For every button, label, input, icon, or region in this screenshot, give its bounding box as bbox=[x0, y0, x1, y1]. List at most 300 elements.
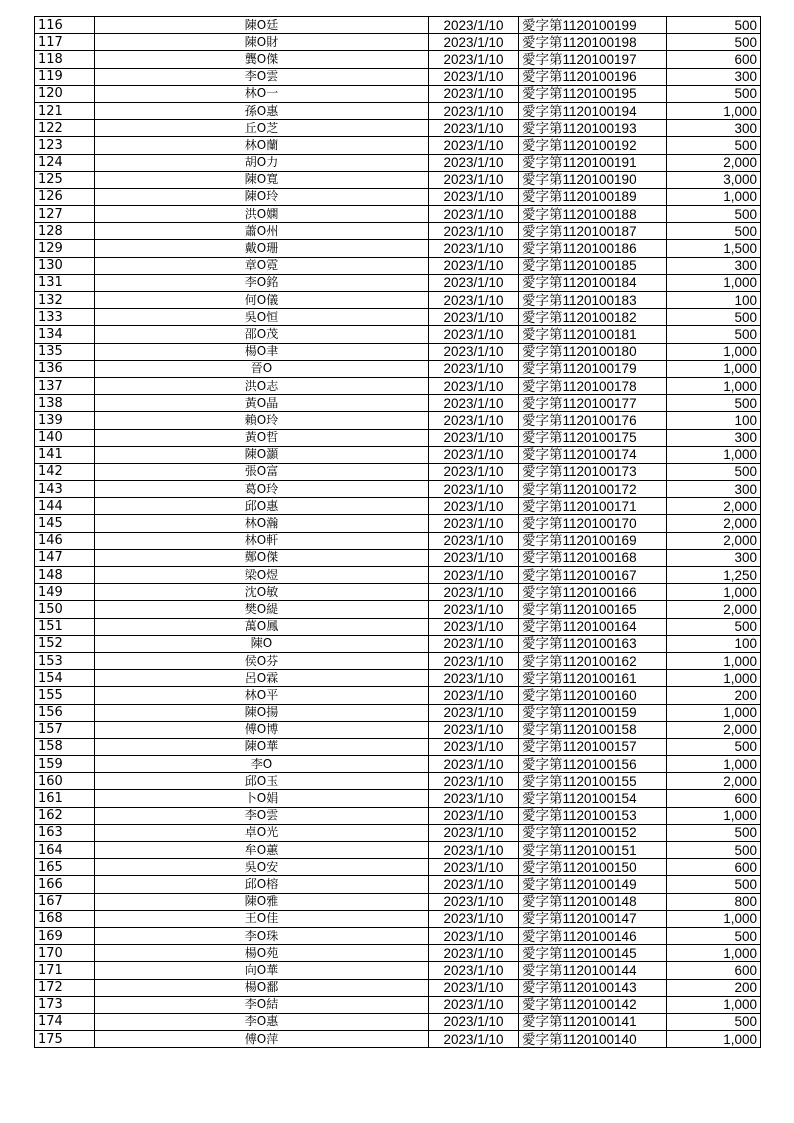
donor-name-cell: 洪O志 bbox=[95, 377, 429, 394]
receipt-number-cell: 愛字第1120100165 bbox=[519, 601, 667, 618]
donor-name-cell: 牟O蕙 bbox=[95, 842, 429, 859]
receipt-number-cell: 愛字第1120100186 bbox=[519, 240, 667, 257]
donor-name-cell: 沈O敏 bbox=[95, 584, 429, 601]
table-row bbox=[35, 652, 761, 669]
donor-name-cell: 孫O惠 bbox=[95, 102, 429, 119]
date-cell: 2023/1/10 bbox=[429, 120, 519, 137]
amount-cell: 1,000 bbox=[667, 1031, 761, 1048]
table-row bbox=[35, 51, 761, 68]
amount-cell: 600 bbox=[667, 859, 761, 876]
receipt-number-cell: 愛字第1120100158 bbox=[519, 721, 667, 738]
receipt-number-cell: 愛字第1120100190 bbox=[519, 171, 667, 188]
row-number-cell: 144 bbox=[35, 498, 95, 515]
amount-cell: 300 bbox=[667, 257, 761, 274]
row-number-cell: 132 bbox=[35, 292, 95, 309]
table-row bbox=[35, 756, 761, 773]
donation-table-body bbox=[35, 17, 761, 1048]
receipt-number-cell: 愛字第1120100191 bbox=[519, 154, 667, 171]
donor-name-cell: 傅O萍 bbox=[95, 1031, 429, 1048]
row-number-cell: 128 bbox=[35, 223, 95, 240]
date-cell: 2023/1/10 bbox=[429, 34, 519, 51]
amount-cell: 1,000 bbox=[667, 343, 761, 360]
table-row bbox=[35, 154, 761, 171]
receipt-number-cell: 愛字第1120100197 bbox=[519, 51, 667, 68]
row-number-cell: 121 bbox=[35, 102, 95, 119]
donor-name-cell: 陳O灝 bbox=[95, 446, 429, 463]
donor-name-cell: 戴O珊 bbox=[95, 240, 429, 257]
row-number-cell: 122 bbox=[35, 120, 95, 137]
table-row bbox=[35, 893, 761, 910]
date-cell: 2023/1/10 bbox=[429, 498, 519, 515]
date-cell: 2023/1/10 bbox=[429, 549, 519, 566]
donor-name-cell: 李O惠 bbox=[95, 1013, 429, 1030]
table-row bbox=[35, 395, 761, 412]
amount-cell: 2,000 bbox=[667, 515, 761, 532]
amount-cell: 500 bbox=[667, 395, 761, 412]
amount-cell: 3,000 bbox=[667, 171, 761, 188]
row-number-cell: 129 bbox=[35, 240, 95, 257]
donor-name-cell: 陳O寬 bbox=[95, 171, 429, 188]
date-cell: 2023/1/10 bbox=[429, 446, 519, 463]
row-number-cell: 119 bbox=[35, 68, 95, 85]
date-cell: 2023/1/10 bbox=[429, 309, 519, 326]
date-cell: 2023/1/10 bbox=[429, 395, 519, 412]
date-cell: 2023/1/10 bbox=[429, 962, 519, 979]
amount-cell: 500 bbox=[667, 842, 761, 859]
donor-name-cell: 李O珠 bbox=[95, 927, 429, 944]
date-cell: 2023/1/10 bbox=[429, 240, 519, 257]
donor-name-cell: 楊O苑 bbox=[95, 945, 429, 962]
receipt-number-cell: 愛字第1120100144 bbox=[519, 962, 667, 979]
amount-cell: 1,000 bbox=[667, 756, 761, 773]
row-number-cell: 143 bbox=[35, 481, 95, 498]
table-row bbox=[35, 223, 761, 240]
donor-name-cell: 李O雲 bbox=[95, 68, 429, 85]
receipt-number-cell: 愛字第1120100147 bbox=[519, 910, 667, 927]
amount-cell: 100 bbox=[667, 412, 761, 429]
row-number-cell: 118 bbox=[35, 51, 95, 68]
date-cell: 2023/1/10 bbox=[429, 326, 519, 343]
receipt-number-cell: 愛字第1120100174 bbox=[519, 446, 667, 463]
amount-cell: 200 bbox=[667, 979, 761, 996]
receipt-number-cell: 愛字第1120100171 bbox=[519, 498, 667, 515]
date-cell: 2023/1/10 bbox=[429, 859, 519, 876]
receipt-number-cell: 愛字第1120100168 bbox=[519, 549, 667, 566]
donor-name-cell: 林O平 bbox=[95, 687, 429, 704]
amount-cell: 100 bbox=[667, 292, 761, 309]
date-cell: 2023/1/10 bbox=[429, 945, 519, 962]
date-cell: 2023/1/10 bbox=[429, 652, 519, 669]
receipt-number-cell: 愛字第1120100156 bbox=[519, 756, 667, 773]
amount-cell: 300 bbox=[667, 68, 761, 85]
amount-cell: 500 bbox=[667, 223, 761, 240]
receipt-number-cell: 愛字第1120100196 bbox=[519, 68, 667, 85]
date-cell: 2023/1/10 bbox=[429, 463, 519, 480]
table-row bbox=[35, 549, 761, 566]
date-cell: 2023/1/10 bbox=[429, 1031, 519, 1048]
row-number-cell: 165 bbox=[35, 859, 95, 876]
donor-name-cell: 葛O玲 bbox=[95, 481, 429, 498]
receipt-number-cell: 愛字第1120100194 bbox=[519, 102, 667, 119]
table-row bbox=[35, 824, 761, 841]
row-number-cell: 126 bbox=[35, 188, 95, 205]
amount-cell: 500 bbox=[667, 738, 761, 755]
amount-cell: 300 bbox=[667, 549, 761, 566]
row-number-cell: 153 bbox=[35, 652, 95, 669]
donor-name-cell: 向O華 bbox=[95, 962, 429, 979]
donor-name-cell: 黃O哲 bbox=[95, 429, 429, 446]
amount-cell: 600 bbox=[667, 962, 761, 979]
amount-cell: 500 bbox=[667, 206, 761, 223]
row-number-cell: 139 bbox=[35, 412, 95, 429]
date-cell: 2023/1/10 bbox=[429, 738, 519, 755]
table-row bbox=[35, 360, 761, 377]
donor-name-cell: 丘O芝 bbox=[95, 120, 429, 137]
row-number-cell: 158 bbox=[35, 738, 95, 755]
row-number-cell: 120 bbox=[35, 85, 95, 102]
table-row bbox=[35, 1013, 761, 1030]
table-row bbox=[35, 377, 761, 394]
row-number-cell: 152 bbox=[35, 635, 95, 652]
table-row bbox=[35, 481, 761, 498]
receipt-number-cell: 愛字第1120100166 bbox=[519, 584, 667, 601]
amount-cell: 300 bbox=[667, 120, 761, 137]
receipt-number-cell: 愛字第1120100184 bbox=[519, 274, 667, 291]
donor-name-cell: 陳O bbox=[95, 635, 429, 652]
row-number-cell: 161 bbox=[35, 790, 95, 807]
row-number-cell: 157 bbox=[35, 721, 95, 738]
row-number-cell: 171 bbox=[35, 962, 95, 979]
donor-name-cell: 黃O晶 bbox=[95, 395, 429, 412]
table-row bbox=[35, 463, 761, 480]
table-row bbox=[35, 309, 761, 326]
receipt-number-cell: 愛字第1120100155 bbox=[519, 773, 667, 790]
table-row bbox=[35, 412, 761, 429]
receipt-number-cell: 愛字第1120100161 bbox=[519, 670, 667, 687]
table-row bbox=[35, 773, 761, 790]
date-cell: 2023/1/10 bbox=[429, 1013, 519, 1030]
date-cell: 2023/1/10 bbox=[429, 567, 519, 584]
receipt-number-cell: 愛字第1120100177 bbox=[519, 395, 667, 412]
row-number-cell: 123 bbox=[35, 137, 95, 154]
receipt-number-cell: 愛字第1120100142 bbox=[519, 996, 667, 1013]
row-number-cell: 135 bbox=[35, 343, 95, 360]
row-number-cell: 134 bbox=[35, 326, 95, 343]
row-number-cell: 141 bbox=[35, 446, 95, 463]
receipt-number-cell: 愛字第1120100185 bbox=[519, 257, 667, 274]
date-cell: 2023/1/10 bbox=[429, 721, 519, 738]
amount-cell: 500 bbox=[667, 326, 761, 343]
date-cell: 2023/1/10 bbox=[429, 102, 519, 119]
donor-name-cell: 陳O廷 bbox=[95, 17, 429, 34]
row-number-cell: 164 bbox=[35, 842, 95, 859]
row-number-cell: 172 bbox=[35, 979, 95, 996]
donor-name-cell: 龔O傑 bbox=[95, 51, 429, 68]
date-cell: 2023/1/10 bbox=[429, 996, 519, 1013]
amount-cell: 1,000 bbox=[667, 945, 761, 962]
amount-cell: 1,000 bbox=[667, 377, 761, 394]
date-cell: 2023/1/10 bbox=[429, 876, 519, 893]
row-number-cell: 145 bbox=[35, 515, 95, 532]
amount-cell: 1,000 bbox=[667, 274, 761, 291]
donor-name-cell: 楊O聿 bbox=[95, 343, 429, 360]
receipt-number-cell: 愛字第1120100169 bbox=[519, 532, 667, 549]
table-row bbox=[35, 34, 761, 51]
date-cell: 2023/1/10 bbox=[429, 756, 519, 773]
receipt-number-cell: 愛字第1120100198 bbox=[519, 34, 667, 51]
donor-name-cell: 林O蘭 bbox=[95, 137, 429, 154]
amount-cell: 500 bbox=[667, 618, 761, 635]
date-cell: 2023/1/10 bbox=[429, 206, 519, 223]
row-number-cell: 116 bbox=[35, 17, 95, 34]
donor-name-cell: 卓O光 bbox=[95, 824, 429, 841]
row-number-cell: 154 bbox=[35, 670, 95, 687]
amount-cell: 800 bbox=[667, 893, 761, 910]
date-cell: 2023/1/10 bbox=[429, 893, 519, 910]
table-row bbox=[35, 498, 761, 515]
donor-name-cell: 吳O恒 bbox=[95, 309, 429, 326]
amount-cell: 100 bbox=[667, 635, 761, 652]
row-number-cell: 146 bbox=[35, 532, 95, 549]
date-cell: 2023/1/10 bbox=[429, 824, 519, 841]
date-cell: 2023/1/10 bbox=[429, 687, 519, 704]
donor-name-cell: 吳O安 bbox=[95, 859, 429, 876]
table-row bbox=[35, 532, 761, 549]
date-cell: 2023/1/10 bbox=[429, 704, 519, 721]
row-number-cell: 175 bbox=[35, 1031, 95, 1048]
donor-name-cell: 邱O榕 bbox=[95, 876, 429, 893]
row-number-cell: 148 bbox=[35, 567, 95, 584]
receipt-number-cell: 愛字第1120100152 bbox=[519, 824, 667, 841]
amount-cell: 1,250 bbox=[667, 567, 761, 584]
date-cell: 2023/1/10 bbox=[429, 979, 519, 996]
table-row bbox=[35, 601, 761, 618]
amount-cell: 1,000 bbox=[667, 360, 761, 377]
date-cell: 2023/1/10 bbox=[429, 635, 519, 652]
table-row bbox=[35, 670, 761, 687]
donor-name-cell: 陳O揚 bbox=[95, 704, 429, 721]
amount-cell: 1,000 bbox=[667, 652, 761, 669]
table-row bbox=[35, 326, 761, 343]
receipt-number-cell: 愛字第1120100187 bbox=[519, 223, 667, 240]
table-row bbox=[35, 721, 761, 738]
row-number-cell: 149 bbox=[35, 584, 95, 601]
donor-name-cell: 洪O嫻 bbox=[95, 206, 429, 223]
date-cell: 2023/1/10 bbox=[429, 292, 519, 309]
amount-cell: 1,000 bbox=[667, 704, 761, 721]
receipt-number-cell: 愛字第1120100175 bbox=[519, 429, 667, 446]
donor-name-cell: 陳O華 bbox=[95, 738, 429, 755]
receipt-number-cell: 愛字第1120100188 bbox=[519, 206, 667, 223]
amount-cell: 500 bbox=[667, 824, 761, 841]
receipt-number-cell: 愛字第1120100157 bbox=[519, 738, 667, 755]
table-row bbox=[35, 446, 761, 463]
donor-name-cell: 李O雲 bbox=[95, 807, 429, 824]
receipt-number-cell: 愛字第1120100146 bbox=[519, 927, 667, 944]
receipt-number-cell: 愛字第1120100199 bbox=[519, 17, 667, 34]
amount-cell: 500 bbox=[667, 17, 761, 34]
date-cell: 2023/1/10 bbox=[429, 223, 519, 240]
amount-cell: 2,000 bbox=[667, 721, 761, 738]
table-row bbox=[35, 635, 761, 652]
table-row bbox=[35, 68, 761, 85]
date-cell: 2023/1/10 bbox=[429, 601, 519, 618]
donor-name-cell: 卜O娟 bbox=[95, 790, 429, 807]
amount-cell: 1,000 bbox=[667, 446, 761, 463]
receipt-number-cell: 愛字第1120100181 bbox=[519, 326, 667, 343]
donor-name-cell: 林O軒 bbox=[95, 532, 429, 549]
donor-name-cell: 萬O鳳 bbox=[95, 618, 429, 635]
donor-name-cell: 賴O玲 bbox=[95, 412, 429, 429]
table-row bbox=[35, 257, 761, 274]
table-row bbox=[35, 429, 761, 446]
donor-name-cell: 呂O霖 bbox=[95, 670, 429, 687]
date-cell: 2023/1/10 bbox=[429, 154, 519, 171]
table-row bbox=[35, 292, 761, 309]
receipt-number-cell: 愛字第1120100183 bbox=[519, 292, 667, 309]
table-row bbox=[35, 859, 761, 876]
date-cell: 2023/1/10 bbox=[429, 377, 519, 394]
amount-cell: 1,000 bbox=[667, 188, 761, 205]
table-row bbox=[35, 842, 761, 859]
receipt-number-cell: 愛字第1120100176 bbox=[519, 412, 667, 429]
amount-cell: 500 bbox=[667, 927, 761, 944]
amount-cell: 1,500 bbox=[667, 240, 761, 257]
donor-name-cell: 蕭O州 bbox=[95, 223, 429, 240]
receipt-number-cell: 愛字第1120100148 bbox=[519, 893, 667, 910]
receipt-number-cell: 愛字第1120100163 bbox=[519, 635, 667, 652]
amount-cell: 1,000 bbox=[667, 670, 761, 687]
amount-cell: 500 bbox=[667, 137, 761, 154]
amount-cell: 1,000 bbox=[667, 584, 761, 601]
table-row bbox=[35, 240, 761, 257]
date-cell: 2023/1/10 bbox=[429, 927, 519, 944]
table-row bbox=[35, 17, 761, 34]
table-row bbox=[35, 962, 761, 979]
date-cell: 2023/1/10 bbox=[429, 515, 519, 532]
table-row bbox=[35, 807, 761, 824]
amount-cell: 300 bbox=[667, 481, 761, 498]
date-cell: 2023/1/10 bbox=[429, 481, 519, 498]
row-number-cell: 130 bbox=[35, 257, 95, 274]
date-cell: 2023/1/10 bbox=[429, 532, 519, 549]
row-number-cell: 168 bbox=[35, 910, 95, 927]
receipt-number-cell: 愛字第1120100159 bbox=[519, 704, 667, 721]
date-cell: 2023/1/10 bbox=[429, 670, 519, 687]
amount-cell: 500 bbox=[667, 309, 761, 326]
table-row bbox=[35, 206, 761, 223]
table-row bbox=[35, 687, 761, 704]
table-row bbox=[35, 274, 761, 291]
receipt-number-cell: 愛字第1120100172 bbox=[519, 481, 667, 498]
receipt-number-cell: 愛字第1120100173 bbox=[519, 463, 667, 480]
row-number-cell: 174 bbox=[35, 1013, 95, 1030]
date-cell: 2023/1/10 bbox=[429, 257, 519, 274]
donor-name-cell: 邱O玉 bbox=[95, 773, 429, 790]
amount-cell: 500 bbox=[667, 85, 761, 102]
table-row bbox=[35, 85, 761, 102]
table-row bbox=[35, 584, 761, 601]
date-cell: 2023/1/10 bbox=[429, 188, 519, 205]
table-row bbox=[35, 876, 761, 893]
receipt-number-cell: 愛字第1120100178 bbox=[519, 377, 667, 394]
table-row bbox=[35, 790, 761, 807]
row-number-cell: 142 bbox=[35, 463, 95, 480]
row-number-cell: 150 bbox=[35, 601, 95, 618]
amount-cell: 300 bbox=[667, 429, 761, 446]
donor-name-cell: 邵O茂 bbox=[95, 326, 429, 343]
date-cell: 2023/1/10 bbox=[429, 773, 519, 790]
amount-cell: 2,000 bbox=[667, 773, 761, 790]
row-number-cell: 140 bbox=[35, 429, 95, 446]
date-cell: 2023/1/10 bbox=[429, 429, 519, 446]
row-number-cell: 169 bbox=[35, 927, 95, 944]
amount-cell: 600 bbox=[667, 790, 761, 807]
date-cell: 2023/1/10 bbox=[429, 17, 519, 34]
donor-name-cell: 邱O惠 bbox=[95, 498, 429, 515]
donor-name-cell: 李O結 bbox=[95, 996, 429, 1013]
amount-cell: 2,000 bbox=[667, 154, 761, 171]
amount-cell: 2,000 bbox=[667, 532, 761, 549]
table-row bbox=[35, 137, 761, 154]
date-cell: 2023/1/10 bbox=[429, 790, 519, 807]
amount-cell: 1,000 bbox=[667, 102, 761, 119]
row-number-cell: 131 bbox=[35, 274, 95, 291]
date-cell: 2023/1/10 bbox=[429, 68, 519, 85]
receipt-number-cell: 愛字第1120100145 bbox=[519, 945, 667, 962]
row-number-cell: 162 bbox=[35, 807, 95, 824]
donor-name-cell: 晉O bbox=[95, 360, 429, 377]
date-cell: 2023/1/10 bbox=[429, 343, 519, 360]
donor-name-cell: 傅O博 bbox=[95, 721, 429, 738]
amount-cell: 200 bbox=[667, 687, 761, 704]
donor-name-cell: 陳O雅 bbox=[95, 893, 429, 910]
table-row bbox=[35, 1031, 761, 1048]
table-row bbox=[35, 910, 761, 927]
date-cell: 2023/1/10 bbox=[429, 360, 519, 377]
date-cell: 2023/1/10 bbox=[429, 85, 519, 102]
donor-name-cell: 李O銘 bbox=[95, 274, 429, 291]
donor-name-cell: 鄭O傑 bbox=[95, 549, 429, 566]
table-row bbox=[35, 120, 761, 137]
amount-cell: 2,000 bbox=[667, 601, 761, 618]
table-row bbox=[35, 515, 761, 532]
table-row bbox=[35, 567, 761, 584]
row-number-cell: 159 bbox=[35, 756, 95, 773]
donor-name-cell: 陳O財 bbox=[95, 34, 429, 51]
row-number-cell: 136 bbox=[35, 360, 95, 377]
receipt-number-cell: 愛字第1120100160 bbox=[519, 687, 667, 704]
row-number-cell: 137 bbox=[35, 377, 95, 394]
table-row bbox=[35, 343, 761, 360]
receipt-number-cell: 愛字第1120100167 bbox=[519, 567, 667, 584]
receipt-number-cell: 愛字第1120100162 bbox=[519, 652, 667, 669]
row-number-cell: 170 bbox=[35, 945, 95, 962]
donor-name-cell: 胡O力 bbox=[95, 154, 429, 171]
row-number-cell: 151 bbox=[35, 618, 95, 635]
row-number-cell: 166 bbox=[35, 876, 95, 893]
row-number-cell: 124 bbox=[35, 154, 95, 171]
donor-name-cell: 何O儀 bbox=[95, 292, 429, 309]
receipt-number-cell: 愛字第1120100141 bbox=[519, 1013, 667, 1030]
row-number-cell: 156 bbox=[35, 704, 95, 721]
row-number-cell: 138 bbox=[35, 395, 95, 412]
table-row bbox=[35, 927, 761, 944]
row-number-cell: 133 bbox=[35, 309, 95, 326]
row-number-cell: 117 bbox=[35, 34, 95, 51]
table-row bbox=[35, 738, 761, 755]
amount-cell: 500 bbox=[667, 1013, 761, 1030]
